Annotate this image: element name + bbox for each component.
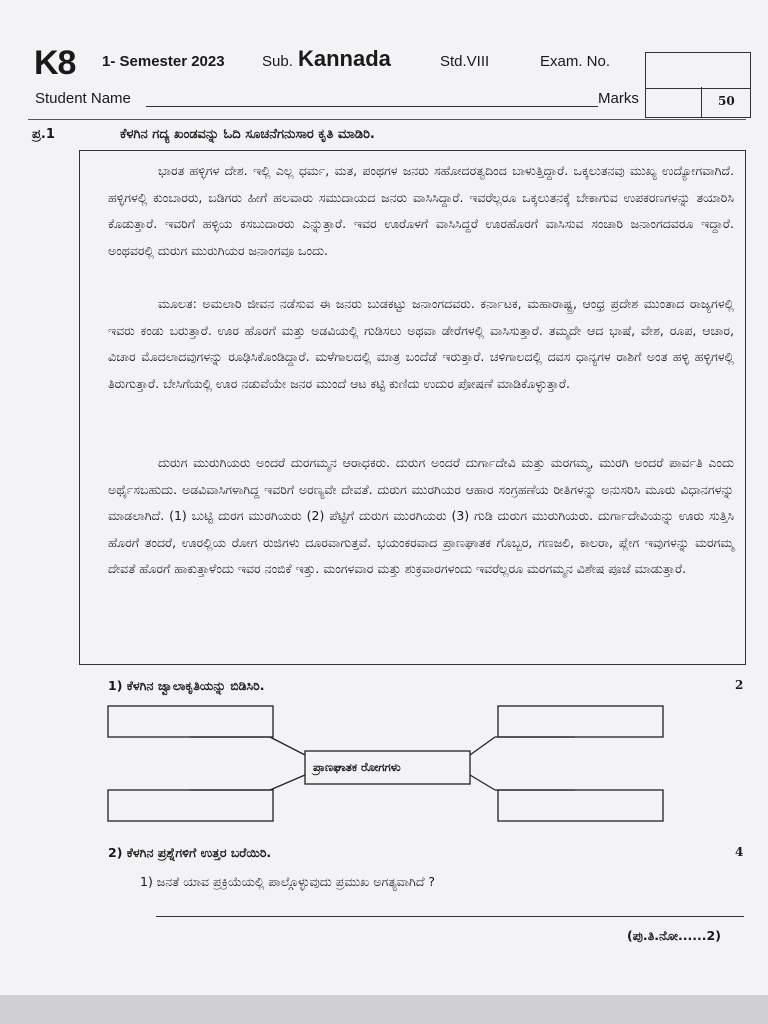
passage-paragraph-1: ಭಾರತ ಹಳ್ಳಿಗಳ ದೇಶ. ಇಲ್ಲಿ ಎಲ್ಲ ಧರ್ಮ, ಮತ, ಪಂಥಗಳ ಜನರು ಸಹೋದರತ್ವದಿಂದ ಬಾಳುತ್ತಿದ್ದಾರೆ. ಒಕ್ಕಲುತನವು ಮುಖ್ಯ ಉದ್ಯೋಗವಾಗಿದೆ. ಹಳ್ಳಿಗಳಲ್ಲಿ ಕುಂಬಾರರು, ಬಡಿಗರು ಹೀಗೆ ಹಲವಾರು ಸಮುದಾಯದ ಜನರು ವಾಸಿಸಿದ್ದಾರೆ. ಇವರೆಲ್ಲರೂ ಒಕ್ಕಲುತನಕ್ಕೆ ಬೇಕಾಗುವ ಉಪಕರಣಗಳನ್ನು ತಯಾರಿಸಿ ಕೊಡುತ್ತಾರೆ. ಇವರಿಗೆ ಹಳ್ಳಿಯ ಕಸಬುದಾರರು ಎನ್ನುತ್ತಾರೆ. ಇವರ ಊರೊಳಗೆ ವಾಸಿಸಿದ್ದರೆ ಊರಹೊರಗೆ ವಾಸಿಸುವ ಸಂಚಾರಿ ಜನಾಂಗದವರೂ ಇದ್ದಾರೆ. ಅಂಥವರಲ್ಲಿ ದುರುಗ ಮುರುಗಿಯರ ಜನಾಂಗವೂ ಒಂದು. bbox=[108, 163, 734, 258]
sub-question-1: 1) ಕೆಳಗಿನ ಜ್ವಾಲಾಕೃತಿಯನ್ನು ಬಿಡಿಸಿರಿ. bbox=[108, 678, 265, 693]
marks-box bbox=[645, 87, 751, 118]
passage-paragraph-3: ದುರುಗ ಮುರುಗಿಯರು ಅಂದರೆ ದುರಗಮ್ಮನ ಆರಾಧಕರು. ದುರುಗ ಅಂದರೆ ದುರ್ಗಾದೇವಿ ಮತ್ತು ಮರಗಮ್ಮ, ಮುರಗಿ ಅಂದರೆ ಪಾರ್ವತಿ ಎಂದು ಅರ್ಥೈಸಬಹುದು. ಅಡವಿವಾಸಿಗಳಾಗಿದ್ದ ಇವರಿಗೆ ಅರಣ್ಯವೇ ದೇವತೆ. ದುರುಗ ಮುರಗಿಯರ ಆಹಾರ ಸಂಗ್ರಹಣೆಯ ರೀತಿಗಳನ್ನು ಅನುಸರಿಸಿ ಮೂರು ವಿಧಾನಗಳನ್ನು ಮಾಡಲಾಗಿದೆ. (1) ಬುಟ್ಟಿ ದುರಗ ಮುರಗಿಯರು (2) ಪೆಟ್ಟಿಗೆ ದುರುಗ ಮುರಗಿಯರು (3) ಗುಡಿ ದುರುಗ ಮುರುಗಿಯರು. ದುರ್ಗಾದೇವಿಯನ್ನು ಊರು ಸುತ್ತಿಸಿ ಹೊರಗೆ ತಂದರೆ, ಊರಲ್ಲಿಯ ರೋಗ ರುಜಿಗಳು ದೂರವಾಗುತ್ತವೆ. ಭಯಂಕರವಾದ ಪ್ರಾಣಘಾತಕ ಗೊಬ್ಬರ, ಗಣಜಲಿ, ಕಾಲರಾ, ಪ್ಲೇಗ ಇವುಗಳನ್ನು ಮರಗಮ್ಮ ದೇವತೆ ಹೊರಗೆ ಹಾಕುತ್ತಾಳೆಂದು ಇವರ ನಂಬಿಕೆ ಇತ್ತು. ಮಂಗಳವಾರ ಮತ್ತು ಶುಕ್ರವಾರಗಳಂದು ಇವರೆಲ್ಲರೂ ಮರಗಮ್ಮನ ವಿಶೇಷ ಪೂಜೆ ಮಾಡುತ್ತಾರೆ. bbox=[108, 455, 734, 577]
sub-question-2-marks: 4 bbox=[735, 845, 744, 859]
page-turn-note: (ಪು.ತಿ.ನೋ......2) bbox=[627, 928, 721, 943]
student-name-label: Student Name bbox=[35, 90, 131, 107]
question-number: ಪ್ರ.1 bbox=[32, 127, 55, 142]
total-marks: 50 bbox=[718, 94, 735, 108]
diagram-center-label: ಪ್ರಾಣಘಾತಕ ರೋಗಗಳು bbox=[313, 760, 401, 774]
sub-question-2-1: 1) ಜನತೆ ಯಾವ ಪ್ರಕ್ರಿಯೆಯಲ್ಲಿ ಪಾಲ್ಗೊಳ್ಳುವುದು ಪ್ರಮುಖ ಅಗತ್ಯವಾಗಿದೆ ? bbox=[140, 874, 436, 889]
class-code: K8 bbox=[34, 44, 76, 82]
subject-name: Kannada bbox=[298, 46, 391, 71]
question-instruction: ಕೆಳಗಿನ ಗದ್ಯ ಖಂಡವನ್ನು ಓದಿ ಸೂಚನೆಗನುಸಾರ ಕೃತಿ ಮಾಡಿರಿ. bbox=[120, 127, 375, 142]
semester-label: 1- Semester 2023 bbox=[102, 53, 225, 70]
student-name-field[interactable] bbox=[146, 106, 598, 107]
answer-line[interactable] bbox=[156, 916, 744, 917]
scan-edge bbox=[0, 995, 768, 1024]
marks-label: Marks bbox=[598, 90, 639, 107]
subject-label: Sub. bbox=[262, 53, 293, 70]
header-divider bbox=[28, 119, 746, 120]
standard-label: Std.VIII bbox=[440, 53, 490, 70]
exam-no-label: Exam. No. bbox=[540, 53, 611, 70]
sub-question-2: 2) ಕೆಳಗಿನ ಪ್ರಶ್ನೆಗಳಿಗೆ ಉತ್ತರ ಬರೆಯಿರಿ. bbox=[108, 845, 272, 860]
passage-paragraph-2: ಮೂಲತ: ಅಮಲಾರಿ ಜೀವನ ನಡೆಸುವ ಈ ಜನರು ಬುಡಕಟ್ಟು ಜನಾಂಗದವರು. ಕರ್ನಾಟಕ, ಮಹಾರಾಷ್ಟ್ರ, ಆಂಧ್ರ ಪ್ರದೇಶ ಮುಂತಾದ ರಾಜ್ಯಗಳಲ್ಲಿ ಇವರು ಕಂಡು ಬರುತ್ತಾರೆ. ಊರ ಹೊರಗೆ ಮತ್ತು ಅಡವಿಯಲ್ಲಿ ಗುಡಿಸಲು ಅಥವಾ ಡೇರೆಗಳಲ್ಲಿ ವಾಸಿಸುತ್ತಾರೆ. ತಮ್ಮದೇ ಆದ ಭಾಷೆ, ವೇಶ, ರೂಪ, ಆಚಾರ, ವಿಚಾರ ಮೊದಲಾದವುಗಳನ್ನು ರೂಢಿಸಿಕೊಂಡಿದ್ದಾರೆ. ಮಳೆಗಾಲದಲ್ಲಿ ಮಾತ್ರ ಬಂದೆಡೆ ಇರುತ್ತಾರೆ. ಚಳಿಗಾಲದಲ್ಲಿ ದವಸ ಧಾನ್ಯಗಳ ರಾಶಿಗೆ ಅಂತ ಹಳ್ಳಿ ಹಳ್ಳಿಗಳಲ್ಲಿ ತಿರುಗುತ್ತಾರೆ. ಬೇಸಿಗೆಯಲ್ಲಿ ಊರ ನಡುವೆಯೇ ಜನರ ಮುಂದೆ ಆಟ ಕಟ್ಟಿ ಕುಣಿದು ಉದುರ ಪೋಷಣೆ ಮಾಡಿಕೊಳ್ಳುತ್ತಾರೆ. bbox=[108, 296, 734, 391]
exam-no-box[interactable] bbox=[645, 52, 751, 89]
sub-question-1-marks: 2 bbox=[735, 678, 744, 692]
